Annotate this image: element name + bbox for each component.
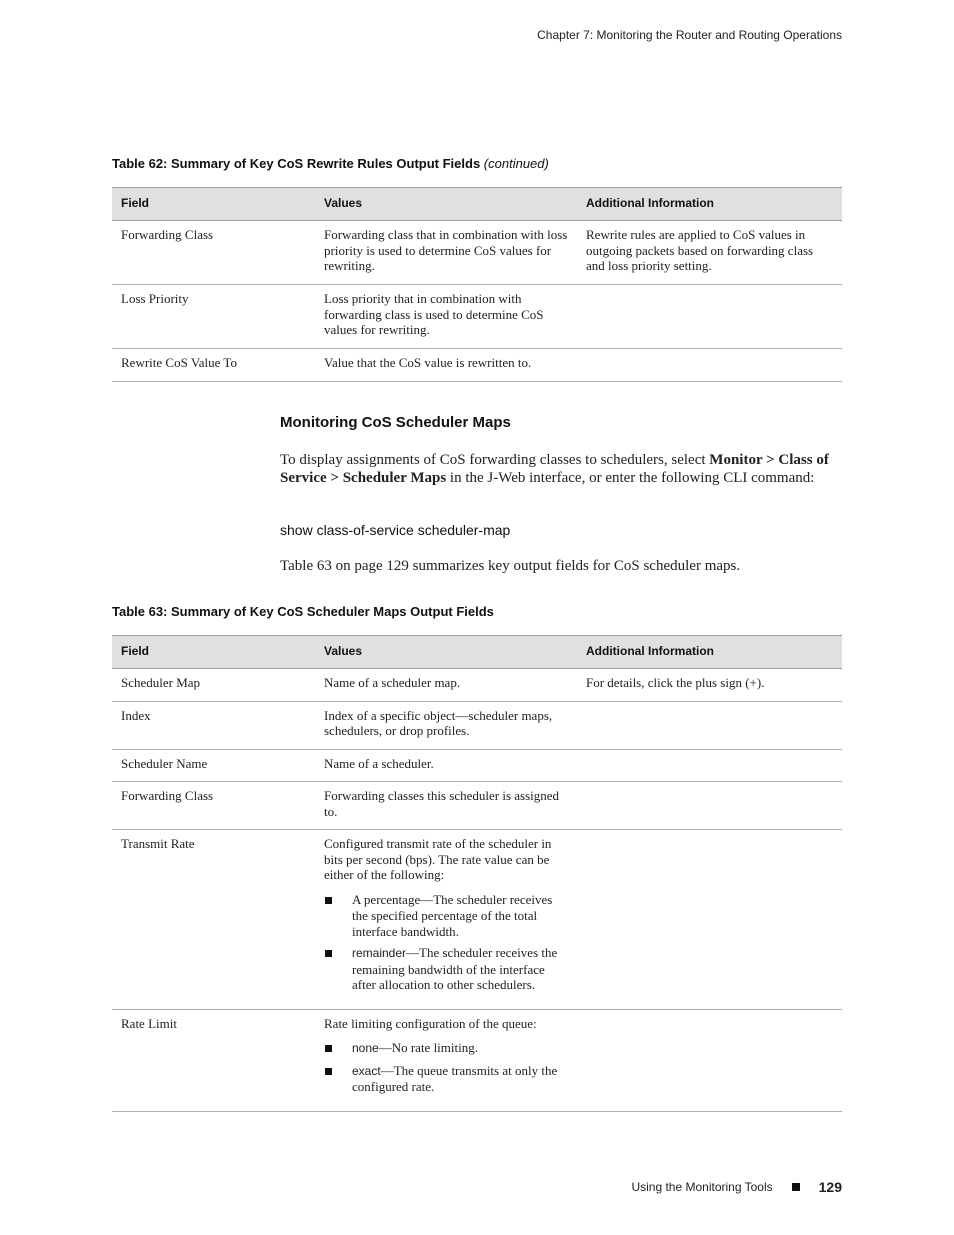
table-row (112, 701, 842, 749)
table-cell-values: Index of a specific object—scheduler maps, schedulers, or drop profiles. (315, 701, 577, 749)
table-row (112, 830, 842, 1010)
column-header-additional-information: Additional Information (577, 636, 842, 669)
intro-paragraph (280, 451, 844, 487)
table-header-row (112, 636, 842, 669)
table-row (112, 1009, 842, 1111)
list-item (324, 1063, 568, 1095)
table-63 (112, 635, 842, 1112)
table-cell-field: Rewrite CoS Value To (112, 349, 315, 382)
table-cell-field: Forwarding Class (112, 782, 315, 830)
list-item (324, 1040, 568, 1057)
page-footer (631, 1179, 842, 1195)
table-62-caption (112, 156, 549, 171)
list-item (324, 892, 568, 940)
table-cell-values: Name of a scheduler map. (315, 669, 577, 702)
table-cell-field: Transmit Rate (112, 830, 315, 1010)
table-cell-field: Rate Limit (112, 1009, 315, 1111)
column-header-additional-information: Additional Information (577, 188, 842, 221)
table-cell-info (577, 701, 842, 749)
column-header-field: Field (112, 188, 315, 221)
table-63-caption: Table 63: Summary of Key CoS Scheduler Maps Output Fields (112, 604, 494, 619)
column-header-field: Field (112, 636, 315, 669)
table-cell-info (577, 349, 842, 382)
table-row (112, 749, 842, 782)
table-cell-field: Scheduler Name (112, 749, 315, 782)
option-description: A percentage—The scheduler receives the specified percentage of the total interface bandwidth. (352, 891, 553, 939)
column-header-values: Values (315, 188, 577, 221)
table-cell-field: Forwarding Class (112, 221, 315, 285)
table-cell-values (315, 830, 577, 1010)
table-row (112, 782, 842, 830)
table-62-continued: (continued) (483, 156, 549, 171)
table-cell-values: Forwarding class that in combination with loss priority is used to determine CoS values for rewriting. (315, 221, 577, 285)
table-62-title: Table 62: Summary of Key CoS Rewrite Rules Output Fields (112, 156, 481, 171)
table-cell-values: Forwarding classes this scheduler is assigned to. (315, 782, 577, 830)
table-row (112, 221, 842, 285)
section-heading: Monitoring CoS Scheduler Maps (280, 414, 511, 431)
table-cell-info (577, 1009, 842, 1111)
bullet-list (324, 1040, 568, 1095)
table-cell-info: For details, click the plus sign (+). (577, 669, 842, 702)
table-row (112, 669, 842, 702)
table-cell-field: Scheduler Map (112, 669, 315, 702)
running-header: Chapter 7: Monitoring the Router and Routing Operations (537, 28, 842, 42)
table-cell-values: Name of a scheduler. (315, 749, 577, 782)
table-row (112, 285, 842, 349)
menu-path: Monitor > Class of Service > Scheduler Maps (280, 452, 829, 486)
option-keyword: remainder (352, 946, 407, 960)
table-cell-info (577, 830, 842, 1010)
square-bullet-icon (792, 1183, 800, 1191)
option-description: —The scheduler receives the remaining bandwidth of the interface after allocation to other schedulers. (352, 945, 558, 992)
option-keyword: exact (352, 1063, 381, 1078)
bullet-list (324, 892, 568, 993)
option-description: —No rate limiting. (378, 1040, 478, 1055)
table-62 (112, 187, 842, 382)
table-cell-values (315, 1009, 577, 1111)
summary-paragraph: Table 63 on page 129 summarizes key output fields for CoS scheduler maps. (280, 558, 741, 574)
cell-text: Configured transmit rate of the scheduler in bits per second (bps). The rate value can be either of the following: (324, 836, 552, 882)
intro-text-pre: To display assignments of CoS forwarding classes to schedulers, select (280, 452, 710, 468)
page-number: 129 (818, 1179, 842, 1195)
cli-command: show class-of-service scheduler-map (280, 522, 511, 538)
option-keyword: none (352, 1041, 379, 1055)
cell-text: Rate limiting configuration of the queue: (324, 1015, 537, 1031)
table-row (112, 349, 842, 382)
footer-section-title: Using the Monitoring Tools (631, 1180, 773, 1194)
table-cell-field: Loss Priority (112, 285, 315, 349)
option-description: —The queue transmits at only the configured rate. (352, 1062, 558, 1094)
table-cell-info: Rewrite rules are applied to CoS values in outgoing packets based on forwarding class and loss priority setting. (577, 221, 842, 285)
column-header-values: Values (315, 636, 577, 669)
table-cell-values: Loss priority that in combination with forwarding class is used to determine CoS values for rewriting. (315, 285, 577, 349)
table-cell-values: Value that the CoS value is rewritten to. (315, 349, 577, 382)
table-cell-info (577, 749, 842, 782)
table-cell-info (577, 285, 842, 349)
list-item (324, 945, 568, 993)
table-cell-info (577, 782, 842, 830)
intro-text-post: in the J-Web interface, or enter the following CLI command: (446, 470, 815, 486)
table-cell-field: Index (112, 701, 315, 749)
table-header-row (112, 188, 842, 221)
